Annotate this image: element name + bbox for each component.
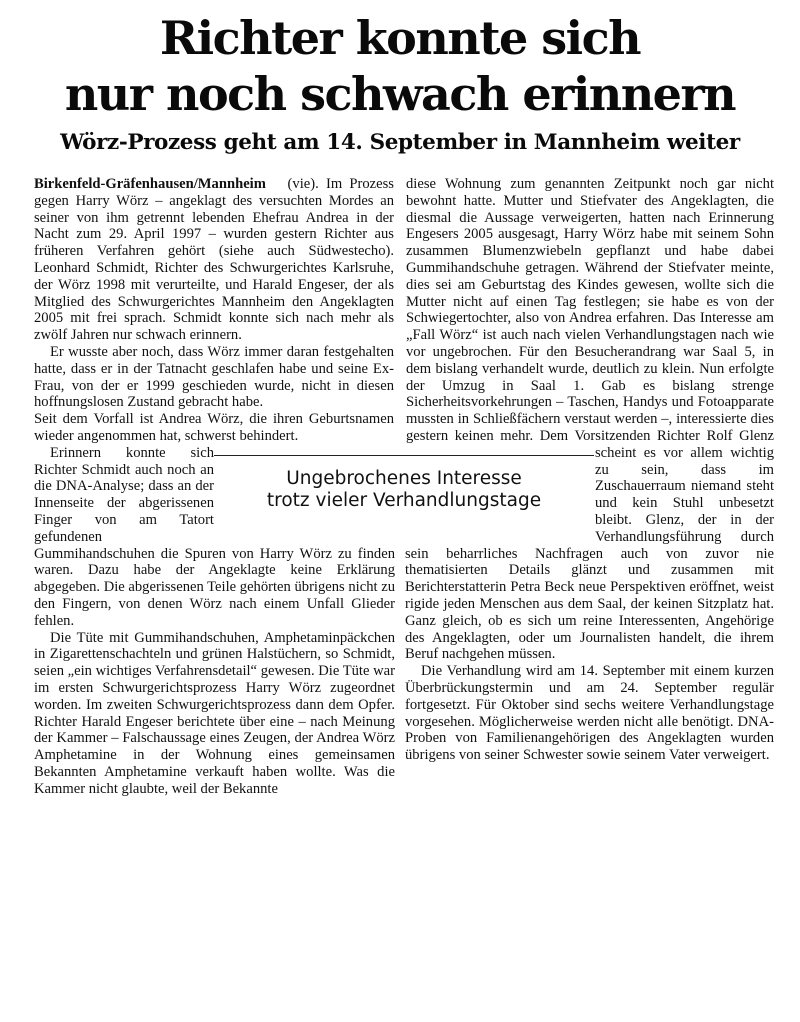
byline-author: (vie). — [287, 176, 319, 192]
paragraph-2a — [34, 344, 395, 411]
paragraph-intro-text: Im Prozess gegen Harry Wörz – angeklagt des versuchten Mordes an seiner von ihm getrennt lebenden Ehefrau Andrea in der Nacht zum 29. April 1997 – wurden gestern Richter aus früheren Verfahren gehört (siehe auch Südwestecho). Leonhard Schmidt, Richter des Schwurgerichtes Karlsruhe, der Wörz 1998 mit verurteilte, und Harald Engeser, der als Mitglied des Schwurgerichtes Mannheim den Angeklagten 2005 mit frei sprach. Schmidt konnte sich nach mehr als zwölf Jahren nur schwach erinnern. — [34, 176, 394, 344]
paragraph-right-1: diese Wohnung zum genannten Zeitpunkt noch gar nicht bewohnt hatte. Mutter und Stiefvater des Angeklagten, die diesmal die Aussage verweigerten, hatten nach Erinnerung Engesers 2005 ausgesagt, Harry Wörz habe mit seinem Sohn zusammen Blumenzwiebeln gepflanzt und habe dabei Gummihandschuhe getragen. Während der Stiefvater meinte, dies sei am Geburtstag des Kindes gewesen, wollte sich die Mutter nicht auf einen Tag festlegen; sie habe es von der Schwiegertochter, also von Andrea erfahren. Das Interesse am „Fall Wörz“ ist auch nach vielen Verhandlungstagen nach wie vor ungebrochen. Für den Besucherandrang war Saal 5, in dem bislang verhandelt wurde, deutlich zu klein. Nun erfolgte der Umzug in Saal 1. Gab es bislang strenge Sicherheitsvorkehrungen – Taschen, Handys und Fotoapparate mussten in Schließfächern verstaut werden –, interessierte dies gestern keinen mehr. Dem Vorsitzenden Richter Rolf Glenz scheint es vor allem wichtig zu sein, dass im Zuschauerraum niemand steht und kein Stuhl unbesetzt bleibt. Glenz, der in der Verhandlungsführung durch sein beharrliches Nachfragen auch von zuvor nie thematisierten Details glänzt und zusammen mit Berichterstatterin Petra Beck neue Perspektiven eröffnet, weist rigide jeden Menschen aus dem Saal, der keinen Sitzplatz hat. Ganz gleich, ob es sich um reine Interessenten, Angehörige des Angeklagten, oder um Journalisten handelt, die ihrem Beruf nachgehen müssen. — [405, 176, 774, 663]
headline — [0, 10, 800, 122]
paragraph-3: Erinnern konnte sich Richter Schmidt auch noch an die DNA-Analyse; dass an der Innenseite der abgerissenen Finger von am Tatort gefundenen Gummihandschuhen die Spuren von Harry Wörz zu finden waren. Dazu habe der Angeklagte keine Erklärung abgegeben. Die abgerissenen Teile gehörten übrigens nicht zu den Fingern, von denen Wörz nach einem Unfall Glieder fehlen. — [34, 444, 395, 629]
pull-quote-line-1: Ungebrochenes Interesse — [286, 468, 522, 489]
byline-place: Birkenfeld-Gräfenhausen/Mannheim — [34, 176, 266, 192]
paragraph-right-2: Die Verhandlung wird am 14. September mit einem kurzen Überbrückungstermin und am 24. September regulär fortgesetzt. Für Oktober sind sechs weitere Verhandlungstage vorgesehen. Möglicherweise werden nicht alle benötigt. DNA-Proben von Familienangehörigen des Angeklagten wurden übrigens von seiner Schwester sowie seinem Vater verweigert. — [405, 663, 774, 764]
headline-line-1: Richter konnte sich — [159, 11, 641, 65]
paragraph-intro — [34, 176, 395, 344]
headline-line-2: nur noch schwach erinnern — [64, 67, 736, 121]
paragraph-4: Die Tüte mit Gummihandschuhen, Amphetaminpäckchen in Zigarettenschachteln und grünen Halstüchern, so Schmidt, seien „ein wichtiges Verfahrensdetail“ gewesen. Die Tüte war im ersten Schwurgerichtsprozess Harry Wörz zugeordnet worden. Im zweiten Schwurgerichtsprozess dann dem Opfer. Richter Harald Engeser berichtete über eine – nach Meinung der Kammer – Falschaussage eines Zeugen, der Andrea Wörz Amphetamine in der Wohnung eines gemeinsamen Bekannten Amphetamine verkauft haben wollte. Was die Kammer nicht glaubte, weil der Bekannte — [34, 629, 395, 797]
pull-quote — [214, 455, 594, 523]
paragraph-2b: Seit dem Vorfall ist Andrea Wörz, die ihren Geburtsnamen wieder angenommen hat, schwerst behindert. — [34, 411, 394, 444]
pull-quote-line-2: trotz vieler Verhandlungstage — [266, 490, 542, 511]
subheadline: Wörz-Prozess geht am 14. September in Mannheim weiter — [60, 130, 740, 155]
paragraph-2a-text: Er wusste aber noch, dass Wörz immer daran festgehalten hatte, dass er in der Tatnacht geschlafen habe und seine Ex-Frau, von der er 1999 geschieden wurde, nicht in diesen hoffnungslosen Zustand gebracht habe. — [34, 343, 394, 411]
